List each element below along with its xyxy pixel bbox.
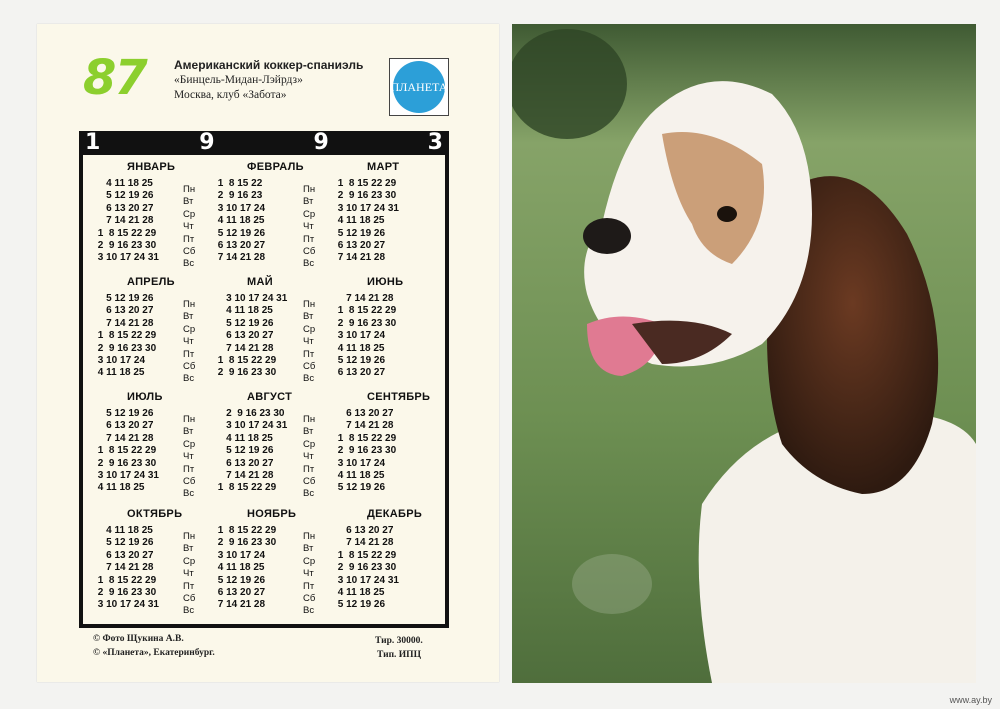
weekday-label: Ср (183, 208, 196, 220)
weekday-label: Сб (303, 475, 316, 487)
weekday-label: Чт (303, 451, 314, 463)
week-row: 4 11 18 25 (95, 482, 145, 494)
weekday-label: Вт (183, 543, 194, 555)
week-row: 1 8 15 22 29 (95, 574, 157, 586)
week-row: 6 13 20 27 (215, 586, 266, 598)
weekday-label: Чт (183, 221, 194, 233)
weekday-label: Чт (183, 336, 194, 348)
year-digit: 3 (427, 130, 443, 155)
weekday-label: Чт (183, 568, 194, 580)
weekday-label: Ср (183, 438, 196, 450)
week-row: 2 9 16 23 30 (335, 445, 397, 457)
week-row: 4 11 18 25 (215, 305, 273, 317)
weekday-label: Пт (183, 348, 195, 360)
publisher-credit: © «Планета», Екатеринбург. (93, 648, 215, 658)
week-row: 7 14 21 28 (95, 562, 154, 574)
card-number: 87 (83, 50, 146, 106)
weekday-label: Ср (303, 438, 316, 450)
weekday-label: Сб (183, 245, 196, 257)
week-row: 1 8 15 22 29 (95, 445, 157, 457)
weekday-labels (303, 531, 315, 618)
week-row: 4 11 18 25 (95, 525, 153, 536)
weekday-label: Пт (303, 233, 315, 245)
week-row: 7 14 21 28 (215, 469, 274, 481)
weekday-label: Чт (303, 568, 314, 580)
week-row: 2 9 16 23 30 (215, 537, 277, 549)
dog-photo-card (512, 24, 976, 683)
week-row: 2 9 16 23 30 (335, 562, 397, 574)
month-name: ДЕКАБРЬ (367, 508, 423, 520)
month-name: ИЮНЬ (367, 276, 404, 288)
week-row: 3 10 17 24 (215, 202, 266, 214)
weekday-label: Вс (303, 488, 315, 500)
week-row: 2 9 16 23 30 (215, 408, 285, 419)
week-row: 2 9 16 23 30 (215, 367, 277, 379)
week-row: 4 11 18 25 (95, 178, 153, 189)
weekday-labels (303, 299, 315, 386)
week-row: 6 13 20 27 (335, 239, 386, 251)
weekday-label: Вс (303, 605, 315, 617)
week-row: 6 13 20 27 (215, 457, 274, 469)
weekday-label: Ср (183, 555, 196, 567)
week-row: 3 10 17 24 31 (95, 252, 159, 264)
week-row: 1 8 15 22 29 (335, 549, 397, 561)
year-digit: 9 (313, 130, 329, 155)
weekday-labels (303, 414, 315, 501)
week-row: 5 12 19 26 (95, 190, 154, 202)
weekday-label: Пт (303, 463, 315, 475)
weekday-label: Вт (303, 196, 314, 208)
week-row: 6 13 20 27 (215, 330, 274, 342)
week-row: 1 8 15 22 29 (215, 525, 277, 536)
week-row: 4 11 18 25 (215, 215, 265, 227)
weekday-label: Пн (183, 414, 196, 425)
week-row: 5 12 19 26 (335, 227, 386, 239)
week-row: 3 10 17 24 31 (215, 293, 288, 304)
print-run: Тир. 30000. (375, 636, 423, 646)
week-row: 1 8 15 22 29 (335, 305, 397, 317)
week-row: 4 11 18 25 (335, 215, 385, 227)
month-days-grid (95, 525, 159, 612)
weekday-label: Вс (183, 373, 195, 385)
week-row: 6 13 20 27 (95, 549, 154, 561)
week-row: 5 12 19 26 (215, 227, 266, 239)
week-row: 5 12 19 26 (335, 482, 386, 494)
week-row: 3 10 17 24 (335, 330, 386, 342)
week-row: 5 12 19 26 (95, 537, 154, 549)
weekday-label: Вс (303, 258, 315, 270)
month-name: АВГУСТ (247, 391, 293, 403)
week-row: 5 12 19 26 (215, 317, 274, 329)
weekday-label: Чт (183, 451, 194, 463)
weekday-label: Пт (183, 463, 195, 475)
month-name: НОЯБРЬ (247, 508, 297, 520)
weekday-labels (183, 184, 195, 271)
week-row: 6 13 20 27 (335, 408, 394, 419)
month-name: СЕНТЯБРЬ (367, 391, 431, 403)
week-row: 7 14 21 28 (95, 432, 154, 444)
week-row: 5 12 19 26 (335, 354, 386, 366)
week-row: 1 8 15 22 29 (215, 354, 277, 366)
weekday-label: Пн (183, 299, 196, 310)
week-row: 2 9 16 23 30 (95, 586, 157, 598)
weekday-label: Вс (183, 258, 195, 270)
weekday-label: Пн (303, 184, 316, 195)
week-row: 7 14 21 28 (215, 599, 266, 611)
week-row: 4 11 18 25 (95, 367, 145, 379)
week-row: 6 13 20 27 (335, 367, 386, 379)
week-row: 7 14 21 28 (215, 252, 266, 264)
week-row: 4 11 18 25 (215, 562, 265, 574)
week-row: 5 12 19 26 (95, 408, 154, 419)
weekday-label: Пт (183, 233, 195, 245)
week-row: 3 10 17 24 (95, 354, 146, 366)
week-row: 3 10 17 24 31 (95, 599, 159, 611)
week-row: 5 12 19 26 (215, 445, 274, 457)
week-row: 2 9 16 23 30 (95, 342, 157, 354)
week-row: 3 10 17 24 (215, 549, 266, 561)
weekday-label: Ср (303, 555, 316, 567)
month-name: ИЮЛЬ (127, 391, 163, 403)
weekday-label: Пн (303, 531, 316, 542)
year-digit: 1 (85, 130, 101, 155)
year-digit: 9 (199, 130, 215, 155)
month-days-grid (335, 525, 399, 612)
month-days-grid (95, 178, 159, 265)
weekday-label: Сб (303, 245, 316, 257)
month-days-grid (215, 525, 276, 612)
weekday-label: Вт (183, 196, 194, 208)
week-row: 6 13 20 27 (95, 420, 154, 432)
week-row: 3 10 17 24 (335, 457, 386, 469)
month-days-grid (95, 408, 159, 495)
week-row: 7 14 21 28 (215, 342, 274, 354)
weekday-labels (183, 299, 195, 386)
month-name: АПРЕЛЬ (127, 276, 175, 288)
weekday-label: Пн (183, 184, 196, 195)
printer-info: Тип. ИПЦ (377, 650, 421, 660)
week-row: 7 14 21 28 (95, 317, 154, 329)
weekday-label: Вт (303, 543, 314, 555)
week-row: 1 8 15 22 29 (95, 330, 157, 342)
week-row: 3 10 17 24 31 (335, 574, 399, 586)
weekday-label: Ср (183, 323, 196, 335)
month-days-grid (215, 178, 265, 265)
weekday-label: Вт (183, 426, 194, 438)
week-row: 4 11 18 25 (215, 432, 273, 444)
week-row: 1 8 15 22 29 (215, 482, 277, 494)
calendar-card-back (37, 24, 499, 682)
week-row: 4 11 18 25 (335, 586, 385, 598)
week-row: 5 12 19 26 (215, 574, 266, 586)
weekday-label: Пт (303, 580, 315, 592)
weekday-label: Пт (303, 348, 315, 360)
week-row: 6 13 20 27 (95, 202, 154, 214)
weekday-label: Вт (183, 311, 194, 323)
weekday-label: Ср (303, 323, 316, 335)
week-row: 1 8 15 22 29 (95, 227, 157, 239)
month-days-grid (215, 408, 287, 495)
week-row: 7 14 21 28 (95, 215, 154, 227)
weekday-label: Вс (183, 605, 195, 617)
month-name: МАРТ (367, 161, 400, 173)
card-header (174, 58, 363, 103)
weekday-label: Сб (303, 592, 316, 604)
week-row: 1 8 15 22 29 (335, 432, 397, 444)
weekday-label: Ср (303, 208, 316, 220)
week-row: 2 9 16 23 (215, 190, 263, 202)
week-row: 4 11 18 25 (335, 469, 385, 481)
weekday-label: Сб (183, 475, 196, 487)
week-row: 7 14 21 28 (335, 252, 386, 264)
weekday-label: Вс (303, 373, 315, 385)
week-row: 5 12 19 26 (335, 599, 386, 611)
week-row: 6 13 20 27 (215, 239, 266, 251)
weekday-label: Сб (303, 360, 316, 372)
month-days-grid (335, 408, 396, 495)
publisher-logo (389, 58, 449, 116)
week-row: 7 14 21 28 (335, 293, 394, 304)
weekday-labels (183, 531, 195, 618)
weekday-label: Пн (303, 299, 316, 310)
week-row: 3 10 17 24 31 (95, 469, 159, 481)
weekday-label: Пн (183, 531, 196, 542)
logo-disc: ПЛАНЕТА (393, 61, 445, 113)
weekday-labels (183, 414, 195, 501)
week-row: 3 10 17 24 31 (335, 202, 399, 214)
month-name: ЯНВАРЬ (127, 161, 176, 173)
week-row: 2 9 16 23 30 (335, 190, 397, 202)
month-days-grid (215, 293, 287, 380)
weekday-label: Вс (183, 488, 195, 500)
month-name: ОКТЯБРЬ (127, 508, 183, 520)
weekday-label: Вт (303, 426, 314, 438)
breed-title: Американский коккер-спаниэль (174, 58, 364, 72)
month-days-grid (95, 293, 156, 380)
week-row: 1 8 15 22 29 (335, 178, 397, 189)
month-days-grid (335, 293, 396, 380)
week-row: 3 10 17 24 31 (215, 420, 288, 432)
weekday-label: Чт (303, 336, 314, 348)
week-row: 2 9 16 23 30 (95, 239, 157, 251)
cocker-spaniel-photo (512, 24, 976, 683)
week-row: 2 9 16 23 30 (95, 457, 157, 469)
year-banner (79, 130, 449, 156)
week-row: 7 14 21 28 (335, 420, 394, 432)
weekday-label: Сб (183, 360, 196, 372)
week-row: 1 8 15 22 (215, 178, 263, 189)
week-row: 7 14 21 28 (335, 537, 394, 549)
watermark: www.ay.by (949, 695, 992, 705)
weekday-label: Вт (303, 311, 314, 323)
week-row: 4 11 18 25 (335, 342, 385, 354)
weekday-label: Пн (303, 414, 316, 425)
weekday-label: Пт (183, 580, 195, 592)
weekday-labels (303, 184, 315, 271)
week-row: 2 9 16 23 30 (335, 317, 397, 329)
week-row: 6 13 20 27 (335, 525, 394, 536)
weekday-label: Чт (303, 221, 314, 233)
club-name: Москва, клуб «Забота» (174, 89, 287, 101)
week-row: 5 12 19 26 (95, 293, 154, 304)
week-row: 6 13 20 27 (95, 305, 154, 317)
kennel-name: «Бинцель-Мидан-Лэйрдз» (174, 74, 303, 86)
photo-credit: © Фото Щукина А.В. (93, 634, 184, 644)
month-name: МАЙ (247, 276, 273, 288)
weekday-label: Сб (183, 592, 196, 604)
month-days-grid (335, 178, 399, 265)
month-name: ФЕВРАЛЬ (247, 161, 304, 173)
